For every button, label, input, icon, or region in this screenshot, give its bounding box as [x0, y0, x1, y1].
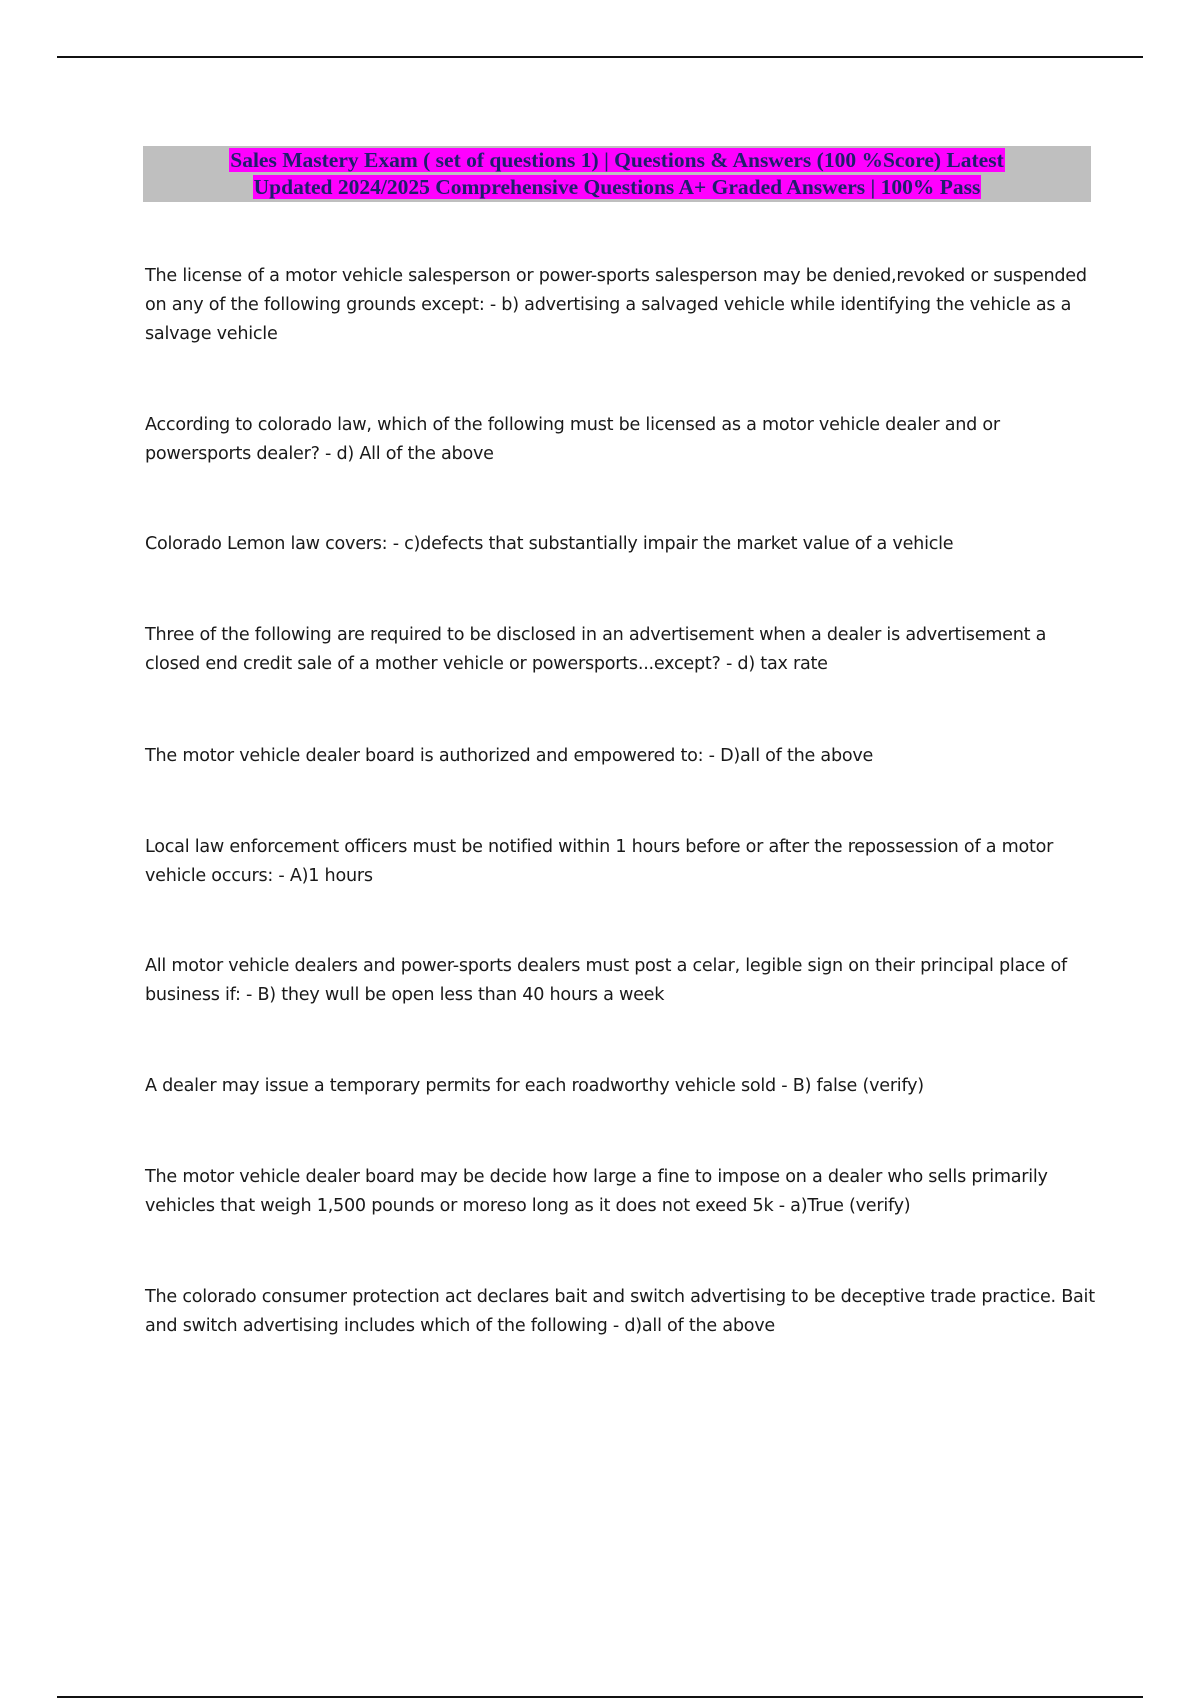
title-line-1: Sales Mastery Exam ( set of questions 1) | Questions & Answers (100 %Score) Latest: [230, 148, 1004, 172]
document-title: [143, 146, 1091, 202]
qa-item-1: The license of a motor vehicle salesperson or power-sports salesperson may be denied,revoked or suspended on any of the following grounds except: - b) advertising a salvaged vehicle while identifying the vehicle as a salvage vehicle: [145, 266, 1087, 344]
qa-item-8: A dealer may issue a temporary permits for each roadworthy vehicle sold - B) false (verify): [145, 1076, 924, 1096]
bottom-divider: [57, 1696, 1143, 1698]
qa-item-6: Local law enforcement officers must be notified within 1 hours before or after the repossession of a motor vehicle occurs: - A)1 hours: [145, 837, 1054, 886]
qa-item-2: According to colorado law, which of the following must be licensed as a motor vehicle dealer and or powersports dealer? - d) All of the above: [145, 415, 1000, 464]
title-line-2: Updated 2024/2025 Comprehensive Questions A+ Graded Answers | 100% Pass: [253, 175, 981, 199]
qa-item-10: The colorado consumer protection act declares bait and switch advertising to be deceptive trade practice. Bait and switch advertising includes which of the following - d)all of the above: [145, 1287, 1095, 1336]
qa-item-4: Three of the following are required to be disclosed in an advertisement when a dealer is advertisement a closed end credit sale of a mother vehicle or powersports...except? - d) tax rate: [145, 625, 1047, 674]
qa-item-9: The motor vehicle dealer board may be decide how large a fine to impose on a dealer who sells primarily vehicles that weigh 1,500 pounds or moreso long as it does not exeed 5k - a)True (verify): [145, 1167, 1048, 1216]
qa-item-3: Colorado Lemon law covers: - c)defects that substantially impair the market value of a vehicle: [145, 534, 954, 554]
top-divider: [57, 56, 1143, 58]
qa-item-5: The motor vehicle dealer board is authorized and empowered to: - D)all of the above: [145, 746, 874, 766]
qa-item-7: All motor vehicle dealers and power-sports dealers must post a celar, legible sign on their principal place of business if: - B) they wull be open less than 40 hours a week: [145, 956, 1067, 1005]
